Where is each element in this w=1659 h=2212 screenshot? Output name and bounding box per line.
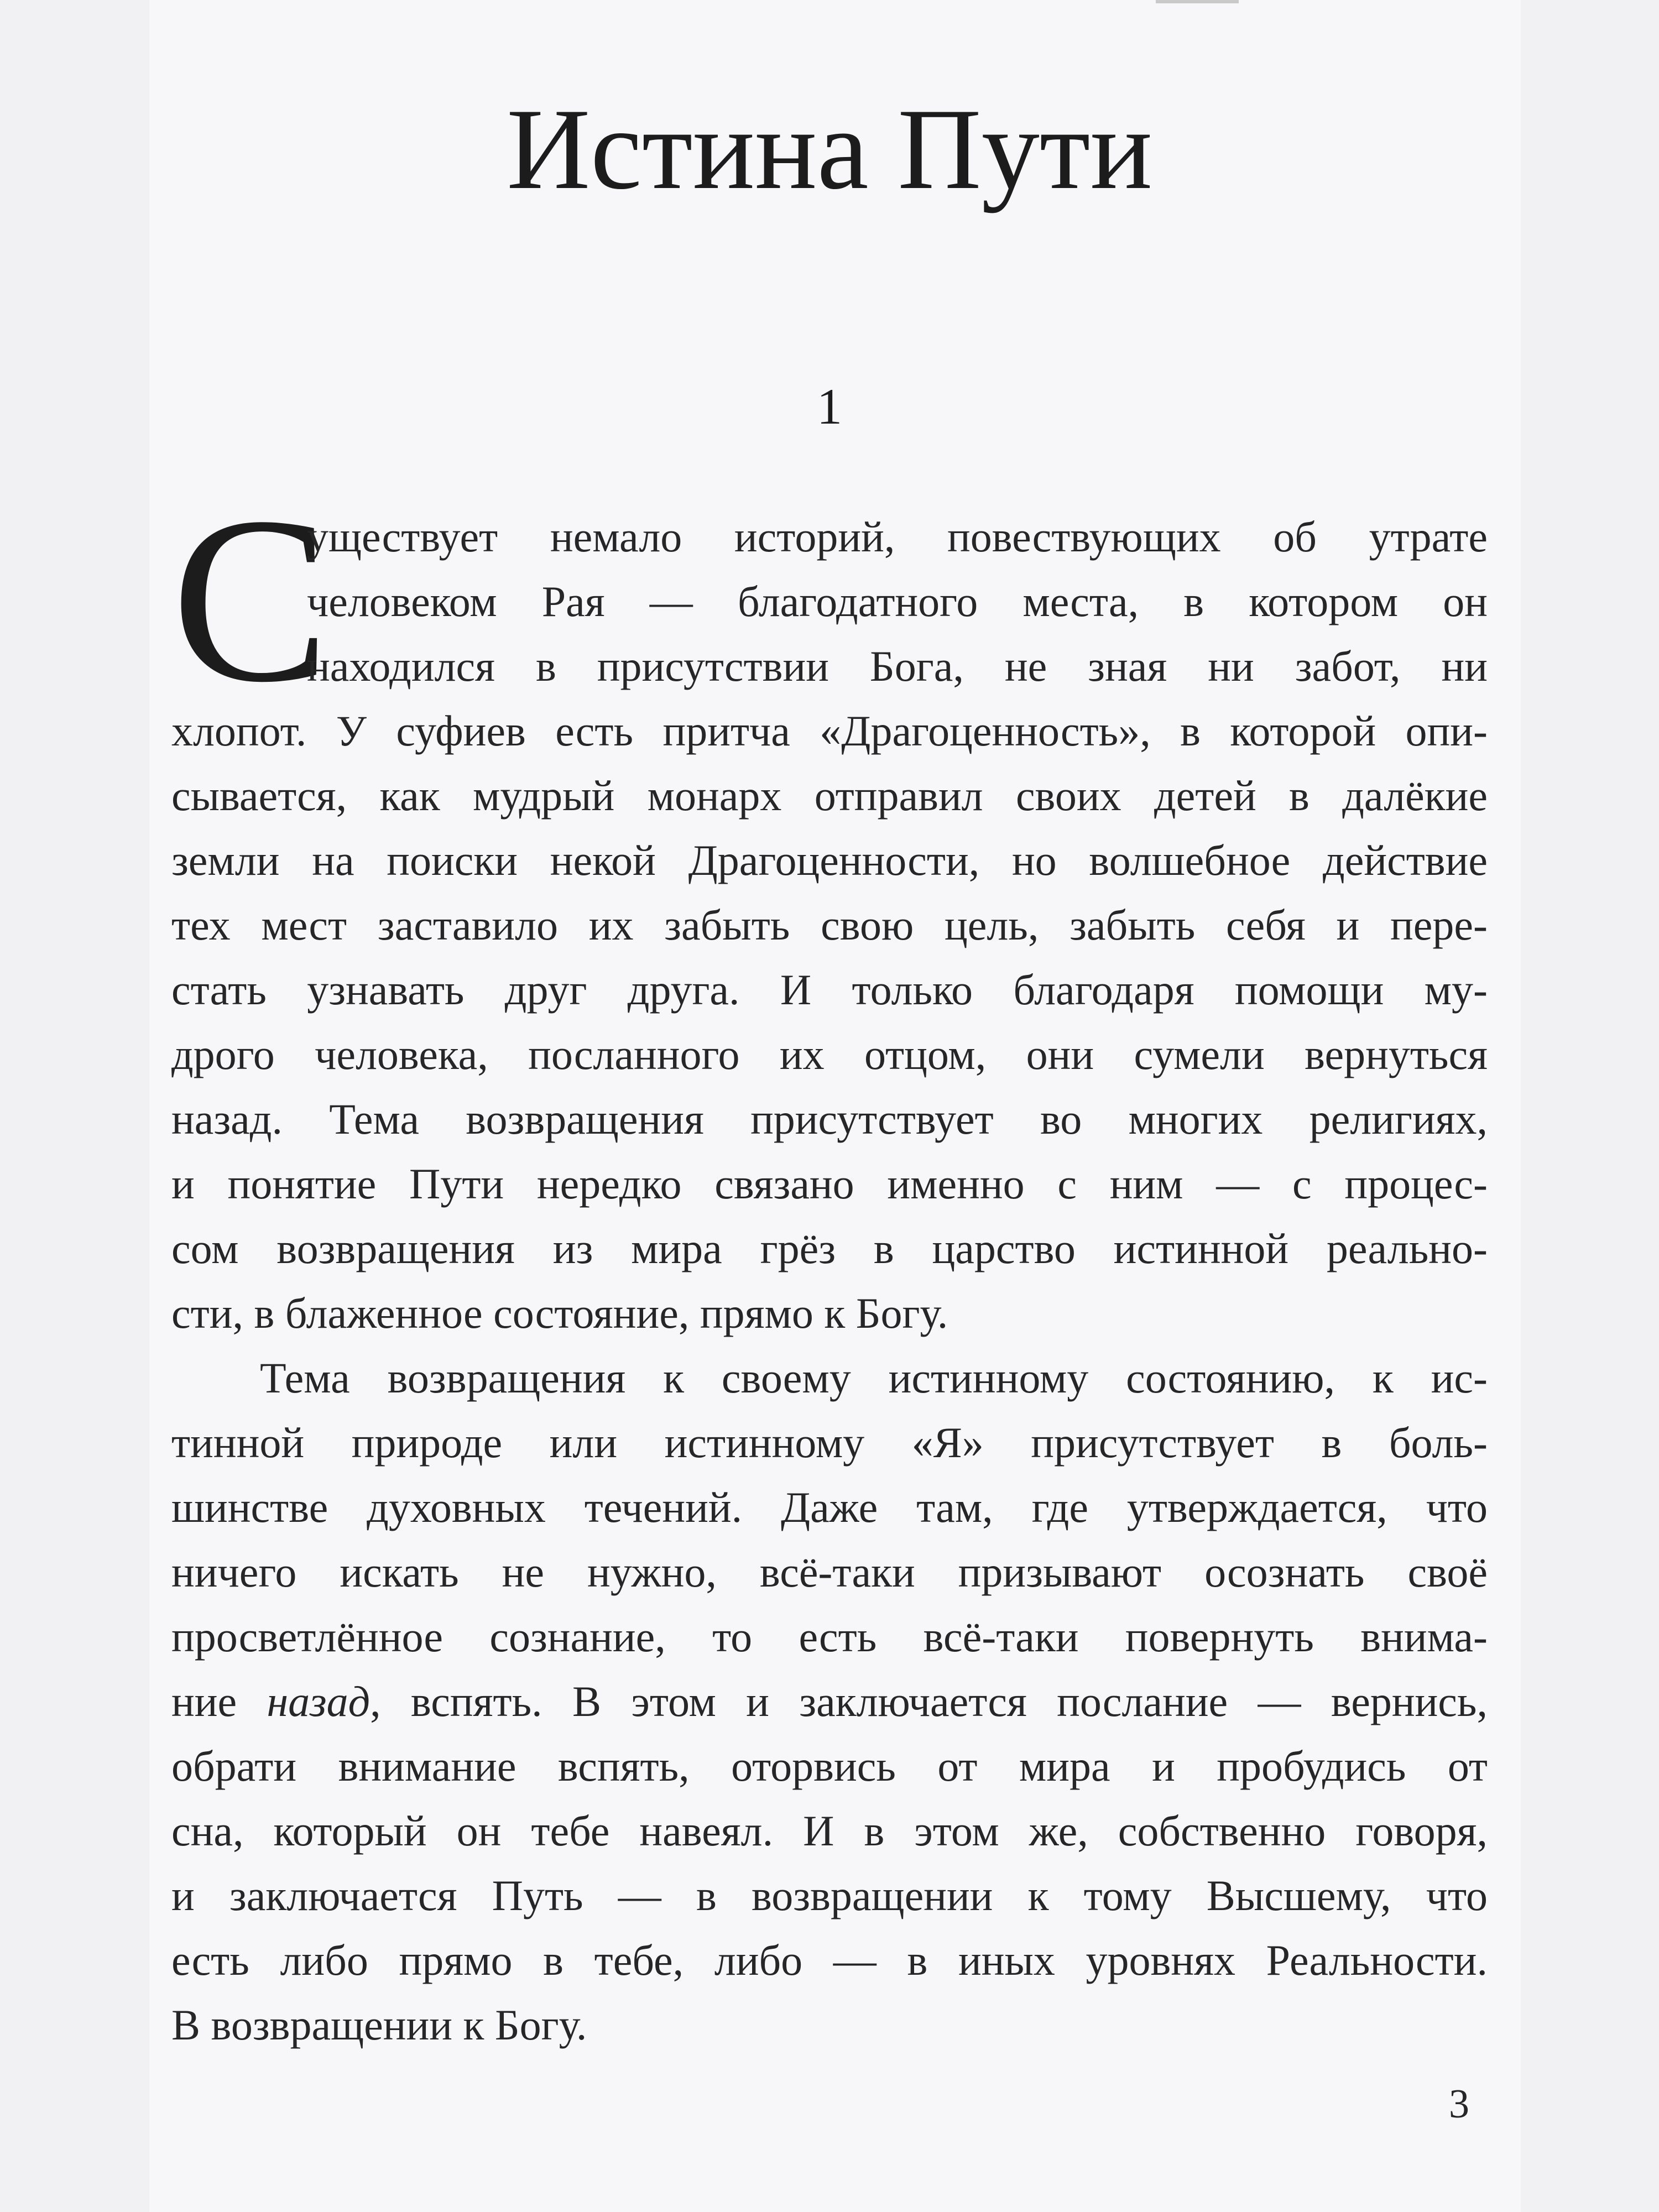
text-segment: , вспять. В этом и заключается послание — вернись,: [370, 1677, 1488, 1725]
text-line: уществует немало историй, повествующих об утрате: [307, 513, 1488, 561]
text-line: обрати внимание вспять, оторвись от мира и пробудись от: [171, 1742, 1488, 1790]
text-line: и понятие Пути нередко связано именно с ним — с процес-: [171, 1160, 1488, 1208]
drop-cap: С: [171, 468, 330, 732]
section-number: 1: [817, 378, 842, 435]
text-line: [171, 1669, 1488, 1734]
text-line: ничего искать не нужно, всё-таки призывают осознать своё: [171, 1548, 1488, 1596]
text-line: просветлённое сознание, то есть всё-таки повернуть внима-: [171, 1613, 1488, 1661]
paragraph: [171, 1345, 1488, 2057]
paragraph: [171, 504, 1488, 1345]
text-line: стать узнавать друг друга. И только благодаря помощи му-: [171, 966, 1488, 1014]
text-line: назад. Тема возвращения присутствует во многих религиях,: [171, 1095, 1488, 1143]
text-line: Тема возвращения к своему истинному состоянию, к ис-: [260, 1354, 1488, 1402]
text-line: сти, в блаженное состояние, прямо к Богу.: [171, 1289, 948, 1337]
text-line: В возвращении к Богу.: [171, 2001, 587, 2049]
text-line: дрого человека, посланного их отцом, они сумели вернуться: [171, 1030, 1488, 1078]
text-line: есть либо прямо в тебе, либо — в иных уровнях Реальности.: [171, 1936, 1488, 1984]
italic-word: назад: [267, 1677, 371, 1725]
text-line: сна, который он тебе навеял. И в этом же, собственно говоря,: [171, 1807, 1488, 1855]
body-text: [171, 504, 1488, 2057]
text-line: и заключается Путь — в возвращении к тому Высшему, что: [171, 1871, 1488, 1919]
text-line: земли на поиски некой Драгоценности, но волшебное действие: [171, 836, 1488, 884]
text-segment: ние: [171, 1677, 267, 1725]
text-line: тех мест заставило их забыть свою цель, забыть себя и пере-: [171, 901, 1488, 949]
text-line: сывается, как мудрый монарх отправил своих детей в далёкие: [171, 771, 1488, 820]
page-number: 3: [1449, 2081, 1469, 2127]
text-line: шинстве духовных течений. Даже там, где утверждается, что: [171, 1483, 1488, 1531]
text-line: сом возвращения из мира грёз в царство истинной реально-: [171, 1224, 1488, 1272]
chapter-title: Истина Пути: [507, 85, 1152, 213]
page-edge-mark: [1156, 0, 1239, 3]
text-line: тинной природе или истинному «Я» присутствует в боль-: [171, 1418, 1488, 1467]
text-line: человеком Рая — благодатного места, в котором он: [307, 577, 1488, 625]
text-line: находился в присутствии Бога, не зная ни забот, ни: [307, 642, 1488, 690]
text-line: хлопот. У суфиев есть притча «Драгоценность», в которой опи-: [171, 707, 1488, 755]
